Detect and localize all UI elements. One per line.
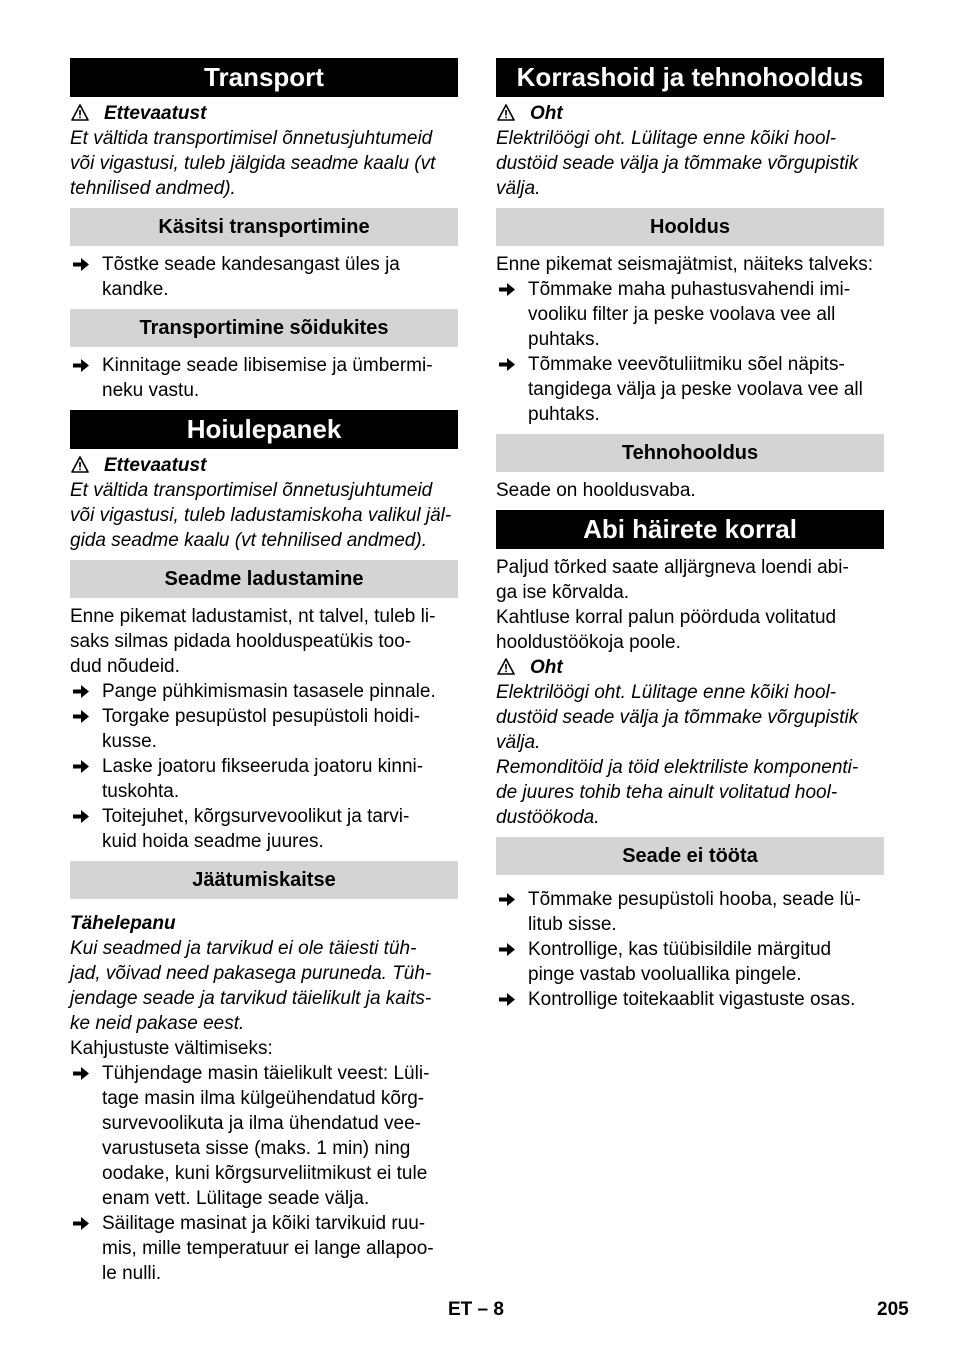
warning-title <box>70 101 458 126</box>
subheading-manual-transport: Käsitsi transportimine <box>70 208 458 246</box>
paragraph-line: Enne pikemat seismajätmist, näiteks talveks: <box>496 254 873 275</box>
warning-title <box>70 453 458 478</box>
list-item-line: le nulli. <box>102 1263 162 1284</box>
section-heading-transport: Transport <box>70 58 458 97</box>
section-heading-troubleshooting: Abi häirete korral <box>496 510 884 549</box>
list-item-line: neku vastu. <box>102 380 200 401</box>
list-item <box>496 887 884 937</box>
arrow-right-icon <box>498 992 516 1007</box>
warning-label: Ettevaatust <box>104 455 207 476</box>
list-item-line: Tõmmake maha puhastusvahendi imi- <box>528 279 851 300</box>
list-item-line: tuskohta. <box>102 781 180 802</box>
list-item-line: mis, mille temperatuur ei lange allapoo- <box>102 1238 434 1259</box>
section-heading-storage: Hoiulepanek <box>70 410 458 449</box>
warning-text-line: dustöid seade välja ja tõmmake võrgupistik <box>496 153 859 174</box>
list-item-line: Torgake pesupüstol pesupüstoli hoidi- <box>102 706 420 727</box>
warning-text-line: Elektrilöögi oht. Lülitage enne kõiki hool- <box>496 682 837 703</box>
warning-title <box>496 655 884 680</box>
paragraph-line: Kahjustuste vältimiseks: <box>70 1038 273 1059</box>
list-item <box>70 353 458 403</box>
arrow-right-icon <box>498 357 516 372</box>
arrow-right-icon <box>72 1216 90 1231</box>
list-item-line: Tühjendage masin täielikult veest: Lüli- <box>102 1063 430 1084</box>
warning-text-line: dustöökoda. <box>496 807 600 828</box>
warning-text-line: või vigastusi, tuleb jälgida seadme kaalu (vt <box>70 153 436 174</box>
warning-triangle-icon <box>71 456 89 473</box>
subheading-vehicle-transport: Transportimine sõidukites <box>70 309 458 347</box>
subheading-not-working: Seade ei tööta <box>496 837 884 875</box>
arrow-right-icon <box>498 282 516 297</box>
list-item-line: kusse. <box>102 731 157 752</box>
paragraph-line: saks silmas pidada hoolduspeatükis too- <box>70 631 412 652</box>
list-item <box>70 679 458 704</box>
list-item-line: pinge vastab vooluallika pingele. <box>528 964 802 985</box>
list-item-line: tangidega välja ja peske voolava vee all <box>528 379 863 400</box>
warning-text-line: Elektrilöögi oht. Lülitage enne kõiki hool- <box>496 128 837 149</box>
warning-text-line: või vigastusi, tuleb ladustamiskoha valikul jäl- <box>70 505 452 526</box>
note-label: Tähelepanu <box>70 913 176 934</box>
page-number: 205 <box>877 1299 909 1320</box>
section-heading-maintenance: Korrashoid ja tehnohooldus <box>496 58 884 97</box>
subheading-frost-protection: Jäätumiskaitse <box>70 861 458 899</box>
arrow-right-icon <box>498 942 516 957</box>
warning-text-line: gida seadme kaalu (vt tehnilised andmed). <box>70 530 427 551</box>
list-item <box>496 352 884 427</box>
arrow-right-icon <box>72 759 90 774</box>
list-item <box>70 754 458 804</box>
list-item <box>496 277 884 352</box>
warning-triangle-icon <box>497 104 515 121</box>
warning-label: Oht <box>530 657 563 678</box>
list-item-line: Kontrollige toitekaablit vigastuste osas. <box>528 989 856 1010</box>
warning-text-line: välja. <box>496 178 541 199</box>
list-item-line: kuid hoida seadme juures. <box>102 831 324 852</box>
note-text-line: Kui seadmed ja tarvikud ei ole täiesti tüh- <box>70 938 417 959</box>
list-item-line: tage masin ilma külgeühendatud kõrg- <box>102 1088 425 1109</box>
warning-triangle-icon <box>497 658 515 675</box>
warning-text-line: dustöid seade välja ja tõmmake võrgupistik <box>496 707 859 728</box>
warning-label: Oht <box>530 103 563 124</box>
list-item-line: puhtaks. <box>528 404 600 425</box>
arrow-right-icon <box>72 358 90 373</box>
warning-text-line: Et vältida transportimisel õnnetusjuhtumeid <box>70 128 433 149</box>
arrow-right-icon <box>72 709 90 724</box>
footer-section-label: ET – 8 <box>448 1299 504 1320</box>
arrow-right-icon <box>72 257 90 272</box>
paragraph-line: dud nõudeid. <box>70 656 180 677</box>
warning-text-line: de juures tohib teha ainult volitatud hool- <box>496 782 838 803</box>
paragraph-line: ga ise kõrvalda. <box>496 582 630 603</box>
list-item-line: Säilitage masinat ja kõiki tarvikuid ruu- <box>102 1213 426 1234</box>
list-item-line: Tõstke seade kandesangast üles ja <box>102 254 400 275</box>
list-item <box>70 704 458 754</box>
list-item-line: enam vett. Lülitage seade välja. <box>102 1188 370 1209</box>
paragraph-line: Paljud tõrked saate alljärgneva loendi abi- <box>496 557 849 578</box>
list-item-line: Tõmmake pesupüstoli hooba, seade lü- <box>528 889 861 910</box>
list-item-line: Kontrollige, kas tüübisildile märgitud <box>528 939 832 960</box>
arrow-right-icon <box>72 809 90 824</box>
list-item <box>496 987 884 1012</box>
right-column <box>496 58 884 1012</box>
paragraph-line: Enne pikemat ladustamist, nt talvel, tuleb li- <box>70 606 436 627</box>
list-item-line: Pange pühkimismasin tasasele pinnale. <box>102 681 436 702</box>
paragraph-line: Kahtluse korral palun pöörduda volitatud <box>496 607 837 628</box>
note-text-line: ke neid pakase eest. <box>70 1013 245 1034</box>
arrow-right-icon <box>72 1066 90 1081</box>
list-item-line: survevoolikuta ja ilma ühendatud vee- <box>102 1113 421 1134</box>
arrow-right-icon <box>498 892 516 907</box>
list-item-line: vooliku filter ja peske voolava vee all <box>528 304 836 325</box>
subheading-service: Tehnohooldus <box>496 434 884 472</box>
paragraph-line: Seade on hooldusvaba. <box>496 480 696 501</box>
warning-text-line: Et vältida transportimisel õnnetusjuhtumeid <box>70 480 433 501</box>
note-text-line: jendage seade ja tarvikud täielikult ja kaits- <box>70 988 432 1009</box>
list-item-line: puhtaks. <box>528 329 600 350</box>
list-item-line: varustuseta sisse (maks. 1 min) ning <box>102 1138 411 1159</box>
list-item-line: Kinnitage seade libisemise ja ümbermi- <box>102 355 433 376</box>
list-item-line: Toitejuhet, kõrgsurvevoolikut ja tarvi- <box>102 806 410 827</box>
subheading-care: Hooldus <box>496 208 884 246</box>
list-item <box>70 804 458 854</box>
list-item-line: oodake, kuni kõrgsurveliitmikust ei tule <box>102 1163 428 1184</box>
list-item-line: litub sisse. <box>528 914 617 935</box>
note-text-line: jad, võivad need pakasega puruneda. Tüh- <box>70 963 432 984</box>
list-item <box>70 252 458 302</box>
arrow-right-icon <box>72 684 90 699</box>
list-item <box>70 1211 458 1286</box>
warning-label: Ettevaatust <box>104 103 207 124</box>
warning-text-line: tehnilised andmed). <box>70 178 236 199</box>
list-item-line: kandke. <box>102 279 169 300</box>
paragraph-line: hooldustöökoja poole. <box>496 632 681 653</box>
warning-triangle-icon <box>71 104 89 121</box>
warning-text-line: välja. <box>496 732 541 753</box>
list-item-line: Tõmmake veevõtuliitmiku sõel näpits- <box>528 354 845 375</box>
list-item-line: Laske joatoru fikseeruda joatoru kinni- <box>102 756 424 777</box>
left-column <box>70 58 458 1286</box>
warning-text-line: Remonditöid ja töid elektriliste komponenti- <box>496 757 859 778</box>
list-item <box>70 1061 458 1211</box>
list-item <box>496 937 884 987</box>
warning-title <box>496 101 884 126</box>
subheading-device-storage: Seadme ladustamine <box>70 560 458 598</box>
